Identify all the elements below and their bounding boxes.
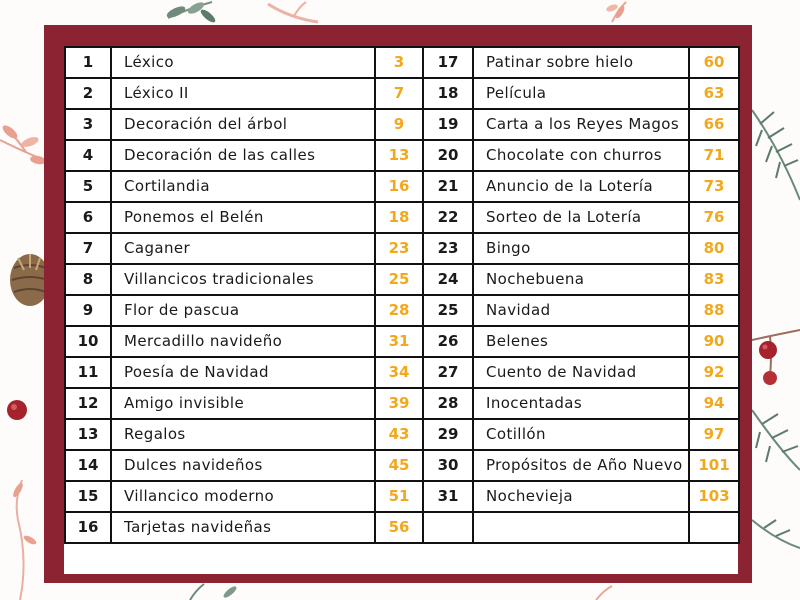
- page-number: 45: [375, 450, 423, 481]
- chapter-number: 16: [65, 512, 111, 543]
- chapter-title: Ponemos el Belén: [111, 202, 375, 233]
- page-number: 92: [689, 357, 739, 388]
- chapter-number: [423, 512, 473, 543]
- chapter-title: Anuncio de la Lotería: [473, 171, 689, 202]
- page-number: 25: [375, 264, 423, 295]
- toc-body: [65, 47, 739, 543]
- chapter-title: Propósitos de Año Nuevo: [473, 450, 689, 481]
- table-row: [65, 109, 739, 140]
- chapter-number: 1: [65, 47, 111, 78]
- chapter-number: 10: [65, 326, 111, 357]
- chapter-title: Cortilandia: [111, 171, 375, 202]
- table-row: [65, 357, 739, 388]
- page-number: 9: [375, 109, 423, 140]
- chapter-title: Patinar sobre hielo: [473, 47, 689, 78]
- chapter-number: 21: [423, 171, 473, 202]
- chapter-title: Caganer: [111, 233, 375, 264]
- chapter-title: Inocentadas: [473, 388, 689, 419]
- table-row: [65, 140, 739, 171]
- chapter-title: Dulces navideños: [111, 450, 375, 481]
- page-number: 66: [689, 109, 739, 140]
- page-number: 43: [375, 419, 423, 450]
- page-number: 73: [689, 171, 739, 202]
- page-number: 80: [689, 233, 739, 264]
- page-number: 63: [689, 78, 739, 109]
- page-number: 13: [375, 140, 423, 171]
- green-fern-icon: [752, 410, 800, 548]
- page-number: 76: [689, 202, 739, 233]
- table-row: [65, 450, 739, 481]
- chapter-title: Película: [473, 78, 689, 109]
- chapter-title: Nochebuena: [473, 264, 689, 295]
- chapter-number: 4: [65, 140, 111, 171]
- chapter-title: Carta a los Reyes Magos: [473, 109, 689, 140]
- chapter-number: 20: [423, 140, 473, 171]
- table-row: [65, 47, 739, 78]
- table-row: [65, 233, 739, 264]
- chapter-number: 26: [423, 326, 473, 357]
- page-number: [689, 512, 739, 543]
- chapter-number: 28: [423, 388, 473, 419]
- chapter-number: 3: [65, 109, 111, 140]
- page-number: 56: [375, 512, 423, 543]
- table-row: [65, 388, 739, 419]
- chapter-title: Villancico moderno: [111, 481, 375, 512]
- page-number: 18: [375, 202, 423, 233]
- page-number: 31: [375, 326, 423, 357]
- table-row: [65, 78, 739, 109]
- chapter-title: Decoración de las calles: [111, 140, 375, 171]
- page-number: 88: [689, 295, 739, 326]
- pink-branch-icon: [0, 123, 47, 165]
- chapter-title: Léxico: [111, 47, 375, 78]
- chapter-number: 18: [423, 78, 473, 109]
- chapter-number: 30: [423, 450, 473, 481]
- page-number: 51: [375, 481, 423, 512]
- chapter-title: Villancicos tradicionales: [111, 264, 375, 295]
- chapter-title: Tarjetas navideñas: [111, 512, 375, 543]
- chapter-title: [473, 512, 689, 543]
- chapter-number: 12: [65, 388, 111, 419]
- leaf-sprig-icon: [190, 584, 612, 600]
- chapter-title: Bingo: [473, 233, 689, 264]
- chapter-title: Poesía de Navidad: [111, 357, 375, 388]
- chapter-title: Mercadillo navideño: [111, 326, 375, 357]
- table-of-contents: [64, 46, 740, 544]
- page-number: 90: [689, 326, 739, 357]
- chapter-number: 13: [65, 419, 111, 450]
- table-row: [65, 264, 739, 295]
- chapter-number: 8: [65, 264, 111, 295]
- chapter-title: Chocolate con churros: [473, 140, 689, 171]
- table-row: [65, 512, 739, 543]
- table-row: [65, 171, 739, 202]
- chapter-number: 19: [423, 109, 473, 140]
- chapter-number: 24: [423, 264, 473, 295]
- chapter-title: Decoración del árbol: [111, 109, 375, 140]
- chapter-title: Cotillón: [473, 419, 689, 450]
- chapter-number: 15: [65, 481, 111, 512]
- page-number: 7: [375, 78, 423, 109]
- page-number: 101: [689, 450, 739, 481]
- red-berry-icon: [7, 400, 27, 420]
- chapter-number: 25: [423, 295, 473, 326]
- leaf-sprig-icon: [165, 0, 217, 24]
- chapter-number: 29: [423, 419, 473, 450]
- table-row: [65, 326, 739, 357]
- chapter-title: Nochevieja: [473, 481, 689, 512]
- page-number: 83: [689, 264, 739, 295]
- page-number: 28: [375, 295, 423, 326]
- chapter-title: Léxico II: [111, 78, 375, 109]
- page-number: 97: [689, 419, 739, 450]
- page-number: 23: [375, 233, 423, 264]
- chapter-number: 5: [65, 171, 111, 202]
- page-number: 16: [375, 171, 423, 202]
- table-row: [65, 419, 739, 450]
- pink-branch-icon: [268, 2, 318, 22]
- chapter-title: Regalos: [111, 419, 375, 450]
- red-berry-icon: [752, 330, 800, 385]
- table-frame: [44, 25, 752, 583]
- chapter-title: Flor de pascua: [111, 295, 375, 326]
- page-number: 34: [375, 357, 423, 388]
- chapter-number: 11: [65, 357, 111, 388]
- chapter-title: Navidad: [473, 295, 689, 326]
- chapter-title: Sorteo de la Lotería: [473, 202, 689, 233]
- chapter-number: 31: [423, 481, 473, 512]
- chapter-number: 27: [423, 357, 473, 388]
- page-number: 39: [375, 388, 423, 419]
- pink-branch-icon: [11, 480, 37, 600]
- page-number: 103: [689, 481, 739, 512]
- chapter-number: 17: [423, 47, 473, 78]
- chapter-number: 23: [423, 233, 473, 264]
- page-number: 60: [689, 47, 739, 78]
- leaf-sprig-icon: [605, 2, 626, 22]
- chapter-title: Belenes: [473, 326, 689, 357]
- page-number: 3: [375, 47, 423, 78]
- table-row: [65, 481, 739, 512]
- chapter-number: 22: [423, 202, 473, 233]
- table-row: [65, 295, 739, 326]
- chapter-title: Amigo invisible: [111, 388, 375, 419]
- chapter-number: 7: [65, 233, 111, 264]
- table-row: [65, 202, 739, 233]
- index-sheet: [64, 46, 738, 574]
- chapter-number: 9: [65, 295, 111, 326]
- page-number: 94: [689, 388, 739, 419]
- chapter-number: 6: [65, 202, 111, 233]
- chapter-number: 14: [65, 450, 111, 481]
- chapter-title: Cuento de Navidad: [473, 357, 689, 388]
- chapter-number: 2: [65, 78, 111, 109]
- green-fern-icon: [752, 110, 800, 200]
- page-number: 71: [689, 140, 739, 171]
